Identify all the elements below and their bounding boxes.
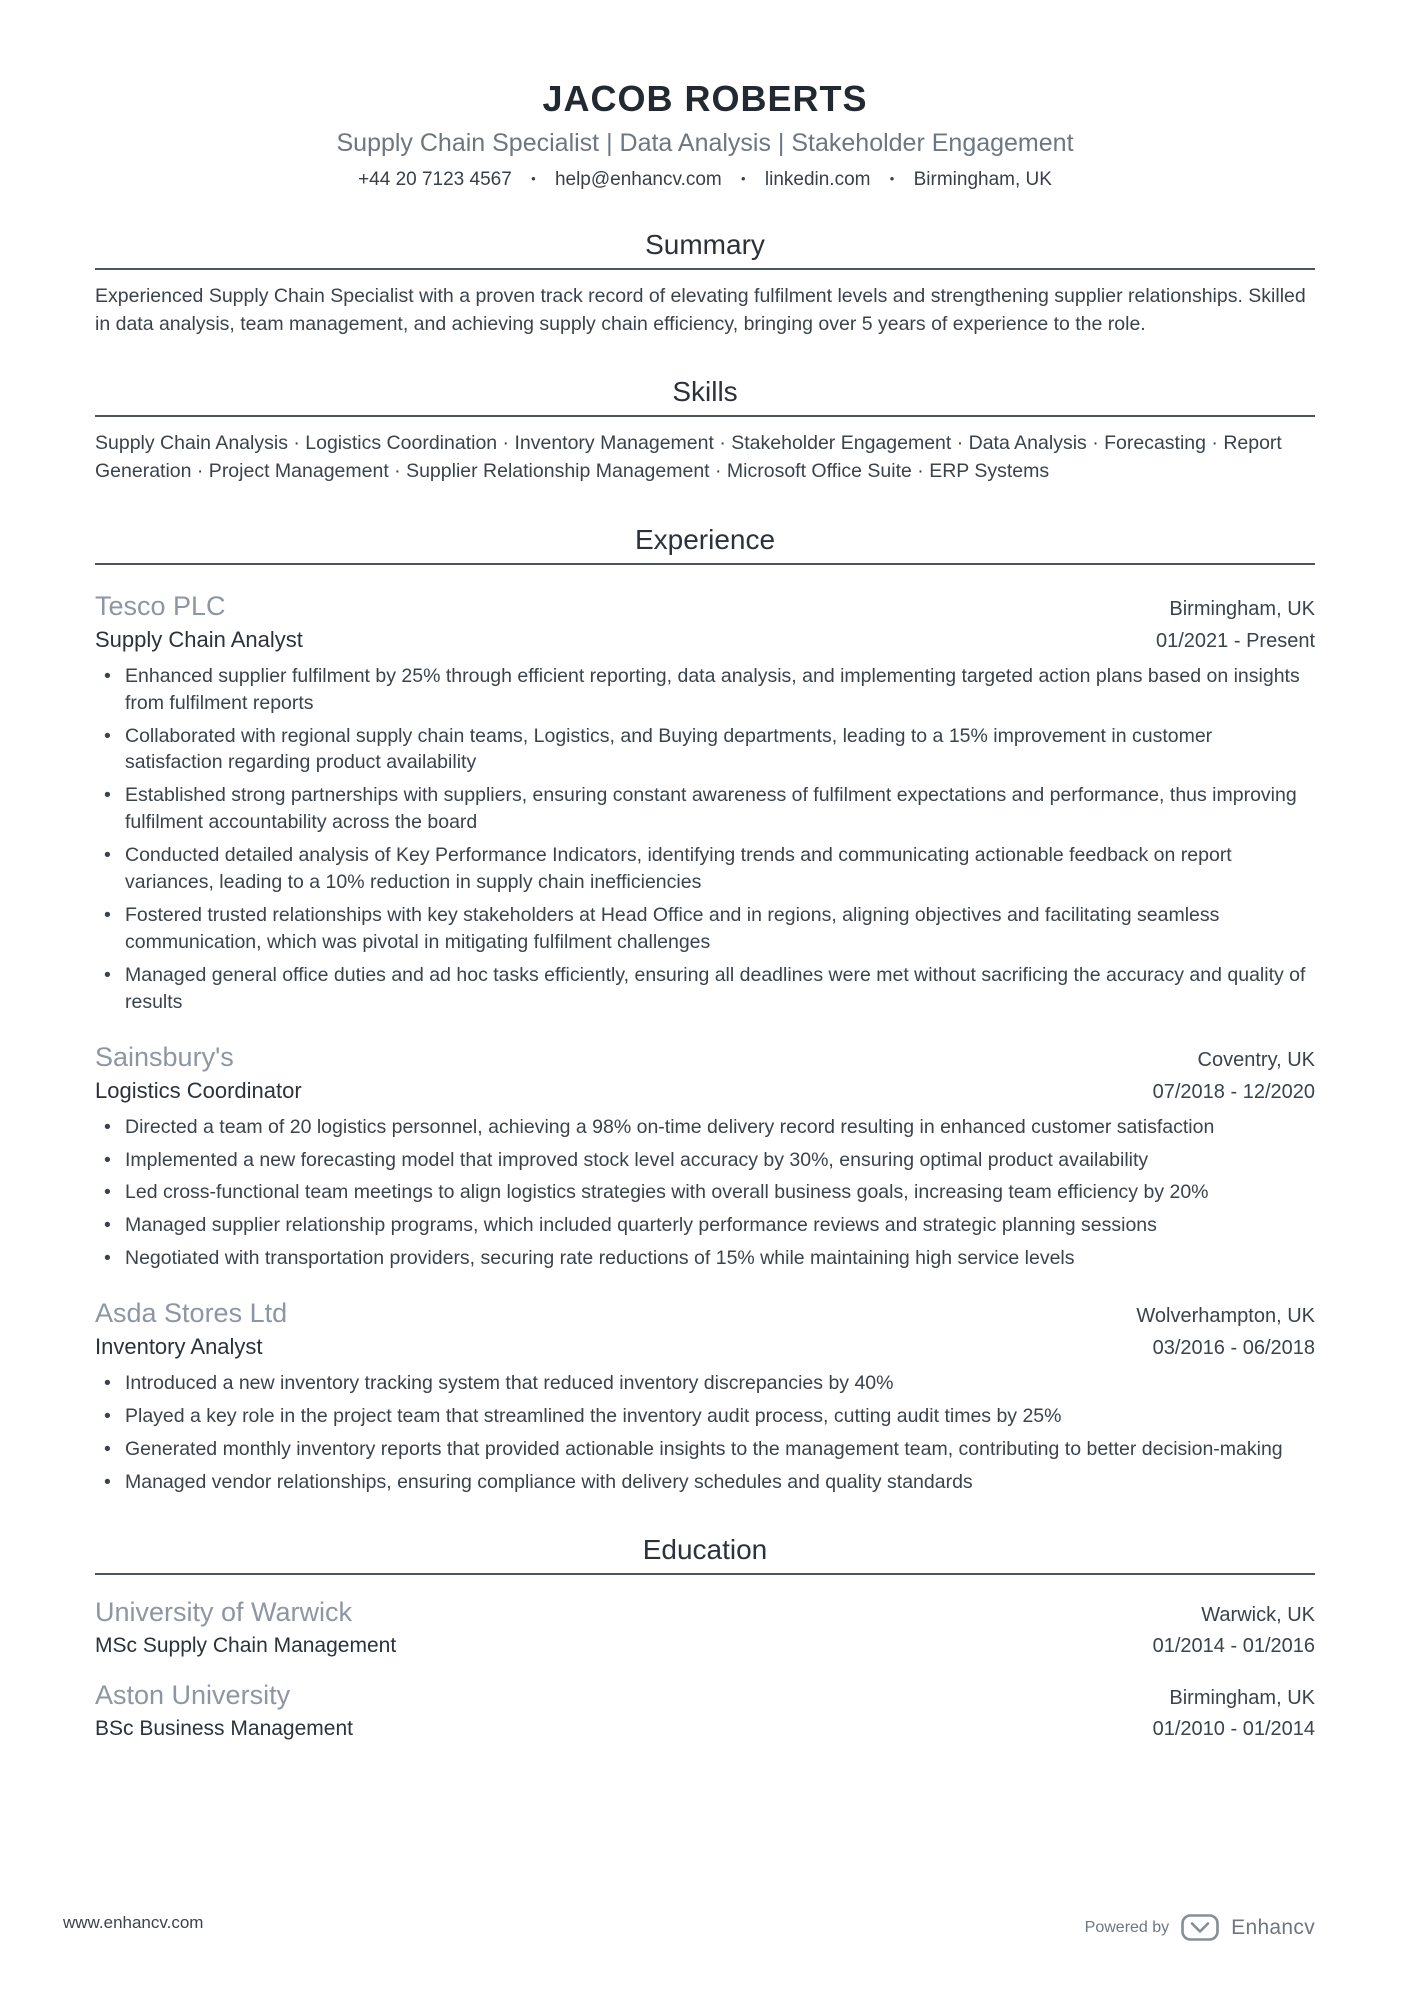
bullet-item: • Managed supplier relationship programs, which included quarterly performance reviews and strategic planning sessions [95,1212,1315,1239]
job-location: Coventry, UK [1197,1048,1315,1071]
bullet-item: • Generated monthly inventory reports that provided actionable insights to the management team, contributing to better decision-making [95,1436,1315,1463]
email-link[interactable]: help@enhancv.com [554,169,722,190]
entry-subheader-row [95,1628,1315,1658]
experience-section [95,524,1315,1496]
entry-header-row [95,591,1315,622]
bullet-item: • Established strong partnerships with suppliers, ensuring constant awareness of fulfilment expectations and performance, thus improving fulfilment accountability across the board [95,782,1315,836]
candidate-name: JACOB ROBERTS [542,78,868,119]
job-location: Birmingham, UK [1169,597,1315,620]
school-location: Birmingham, UK [1169,1686,1315,1709]
bullet-item: • Collaborated with regional supply chain teams, Logistics, and Buying departments, leading to a 15% improvement in customer satisfaction regarding product availability [95,723,1315,777]
section-divider [95,1573,1315,1575]
experience-entry [95,591,1315,1016]
bullet-item: • Managed general office duties and ad hoc tasks efficiently, ensuring all deadlines were met without sacrificing the accuracy and quality of results [95,962,1315,1016]
education-entry [95,1680,1315,1741]
entry-subheader-row [95,1329,1315,1360]
job-title: Logistics Coordinator [95,1077,302,1103]
bullet-item: • Played a key role in the project team that streamlined the inventory audit process, cutting audit times by 25% [95,1403,1315,1430]
entry-header-row [95,1597,1315,1628]
summary-section [95,229,1315,338]
degree-name: BSc Business Management [95,1716,353,1740]
contact-separator: • [531,171,536,186]
bullet-item: • Implemented a new forecasting model that improved stock level accuracy by 30%, ensuring optimal product availability [95,1147,1315,1174]
skills-section [95,376,1315,485]
job-dates: 03/2016 - 06/2018 [1152,1337,1315,1360]
job-title: Inventory Analyst [95,1334,263,1360]
school-location: Warwick, UK [1201,1603,1315,1626]
job-bullets [95,1370,1315,1496]
powered-by-label: Powered by [1084,1918,1170,1936]
entry-header-row [95,1042,1315,1073]
bullet-item: • Fostered trusted relationships with key stakeholders at Head Office and in regions, aligning objectives and facilitating seamless communication, which was pivotal in mitigating fulfilment challenges [95,902,1315,956]
experience-title: Experience [634,523,776,555]
job-location: Wolverhampton, UK [1136,1305,1315,1328]
skills-list: Supply Chain Analysis · Logistics Coordination · Inventory Management · Stakeholder Engagement · Data Analysis · Forecasting · Report Generation · Project Management · Supplier Relationship Management · Microsoft Office Suite · ERP Systems [95,432,1282,483]
entry-subheader-row [95,1711,1315,1741]
job-dates: 07/2018 - 12/2020 [1152,1080,1315,1103]
company-name: Asda Stores Ltd [95,1298,288,1329]
job-bullets [95,663,1315,1016]
degree-name: MSc Supply Chain Management [95,1633,397,1657]
enhancv-logo-icon[interactable] [1181,1914,1219,1941]
enhancv-brand[interactable]: Enhancv [1231,1915,1315,1939]
linkedin-link[interactable]: linkedin.com [764,169,871,190]
education-dates: 01/2014 - 01/2016 [1152,1634,1315,1657]
section-divider [95,563,1315,565]
summary-text: Experienced Supply Chain Specialist with a proven track record of elevating fulfilment levels and strengthening supplier relationships. Skilled in data analysis, team management, and achieving supply chain efficiency, bringing over 5 years of experience to the role. [95,285,1306,335]
job-bullets [95,1114,1315,1273]
entry-subheader-row [95,1073,1315,1104]
job-title: Supply Chain Analyst [95,626,303,652]
experience-entry [95,1298,1315,1496]
experience-entry [95,1042,1315,1273]
section-divider [95,268,1315,270]
section-divider [95,415,1315,417]
bullet-item: • Enhanced supplier fulfilment by 25% through efficient reporting, data analysis, and implementing targeted action plans based on insights from fulfilment reports [95,663,1315,717]
company-name: Tesco PLC [95,590,226,621]
skills-title: Skills [672,376,738,408]
contact-separator: • [741,171,746,186]
summary-title: Summary [645,229,765,260]
bullet-item: • Managed vendor relationships, ensuring compliance with delivery schedules and quality standards [95,1469,1315,1496]
contact-separator: • [889,171,895,186]
company-name: Sainsbury's [95,1041,234,1072]
bullet-item: • Conducted detailed analysis of Key Performance Indicators, identifying trends and communicating actionable feedback on report variances, leading to a 10% reduction in supply chain inefficiencies [95,842,1315,896]
entry-subheader-row [95,622,1315,653]
bullet-item: • Negotiated with transportation providers, securing rate reductions of 15% while maintaining high service levels [95,1245,1315,1272]
entry-header-row [95,1298,1315,1329]
bullet-item: • Led cross-functional team meetings to align logistics strategies with overall business goals, increasing team efficiency by 20% [95,1179,1315,1206]
website-link[interactable]: www.enhancv.com [63,1913,204,1932]
entry-header-row [95,1680,1315,1711]
contact-row [95,169,1315,191]
candidate-headline: Supply Chain Specialist | Data Analysis | Stakeholder Engagement [336,129,1074,157]
education-title: Education [642,1533,768,1565]
education-section [95,1534,1315,1741]
job-dates: 01/2021 - Present [1156,629,1315,652]
bullet-item: • Introduced a new inventory tracking system that reduced inventory discrepancies by 40% [95,1370,1315,1397]
powered-by-block [1085,1914,1315,1941]
phone-number: +44 20 7123 4567 [358,169,512,190]
education-entry [95,1597,1315,1658]
resume-header [95,78,1315,191]
bullet-item: • Directed a team of 20 logistics personnel, achieving a 98% on-time delivery record resulting in enhanced customer satisfaction [95,1114,1315,1141]
education-dates: 01/2010 - 01/2014 [1152,1717,1315,1740]
school-name: Aston University [95,1679,291,1710]
candidate-location: Birmingham, UK [913,169,1052,190]
school-name: University of Warwick [95,1596,353,1627]
